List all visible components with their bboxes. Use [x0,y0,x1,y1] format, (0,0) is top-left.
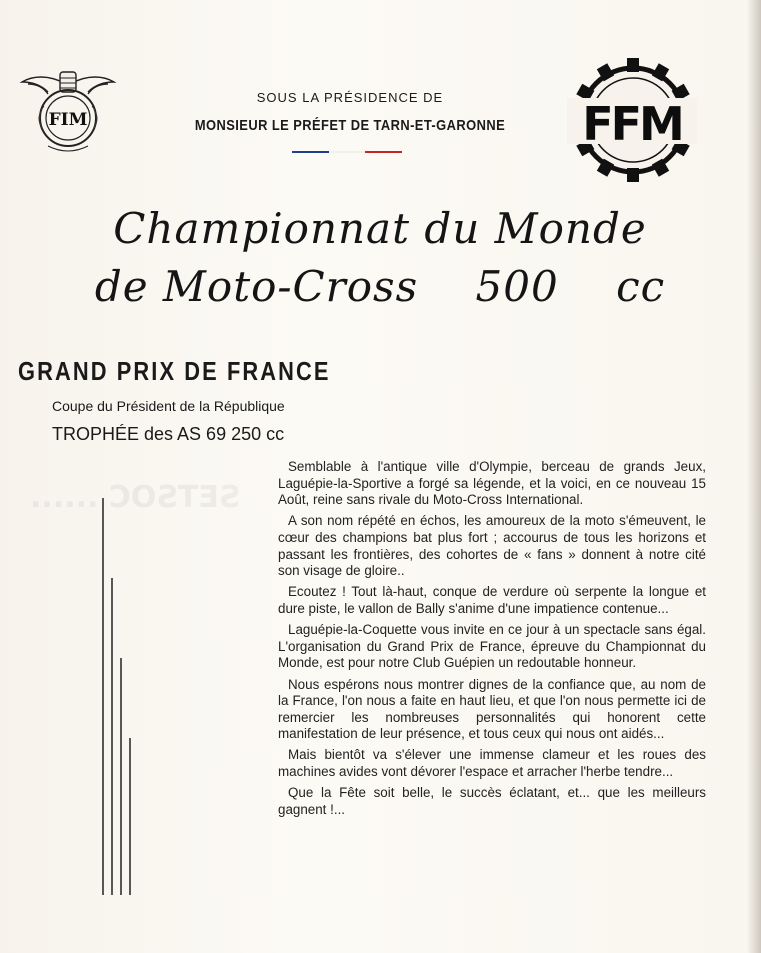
paragraph: Semblable à l'antique ville d'Olympie, berceau de grands Jeux, Laguépie-la-Sportive a forgé sa légende, et la voici, en ce nouveau 15 Août, reine sans rivale du Moto-Cross International. [278,459,706,508]
page-edge-shadow [747,0,761,953]
paragraph: Mais bientôt va s'élever une immense clameur et les roues des machines avides vont dévorer l'espace et arracher l'herbe tendre... [278,747,706,780]
bleed-through-text: SETSOC ...... [30,480,241,515]
prefet-line: MONSIEUR LE PRÉFET DE TARN-ET-GARONNE [194,117,506,134]
svg-text:FIM: FIM [48,110,88,130]
presidence-line: SOUS LA PRÉSIDENCE DE [256,90,444,105]
paragraph: Ecoutez ! Tout là-haut, conque de verdure où serpente la longue et dure piste, le vallon de Bally s'anime d'une impatience contenue... [278,584,706,616]
paragraph: Nous espérons nous montrer dignes de la confiance que, au nom de la France, l'on nous a faite en haut lieu, et que l'on nous permette ici de remercier les nombreuses personnalités qui honorent cette manifestation de leur présence, et tous ceux qui nous ont aidés... [278,676,706,742]
tricolor-rule [292,151,402,153]
fim-emblem-icon [18,66,118,158]
paragraph: Que la Fête soit belle, le succès éclatant, et... que les meilleurs gagnent !... [278,785,706,817]
main-title-second-line: de Moto-Cross 500 cc [94,262,666,311]
trophee-subtitle: TROPHÉE des AS 69 250 cc [52,424,285,444]
main-title: Championnat du Monde [113,204,647,253]
grand-prix-heading: GRAND PRIX DE FRANCE [18,356,331,386]
paragraph: A son nom répété en échos, les amoureux de la moto s'émeuvent, le cœur des champions bat plus fort ; accourus de tous les horizons et passant les frontières, des cohortes de « fans » donnent à notre cité son visage de gloire.. [278,513,706,579]
body-text [278,459,706,823]
ffm-gear-icon [563,58,701,182]
svg-text:FFM: FFM [582,97,682,151]
coupe-subtitle: Coupe du Président de la République [52,398,285,414]
paragraph: Laguépie-la-Coquette vous invite en ce jour à un spectacle sans égal. L'organisation du Grand Prix de France, épreuve du Championnat du Monde, est pour notre Club Guépien un redoutable honneur. [278,622,706,671]
decorative-vertical-lines [100,490,140,900]
